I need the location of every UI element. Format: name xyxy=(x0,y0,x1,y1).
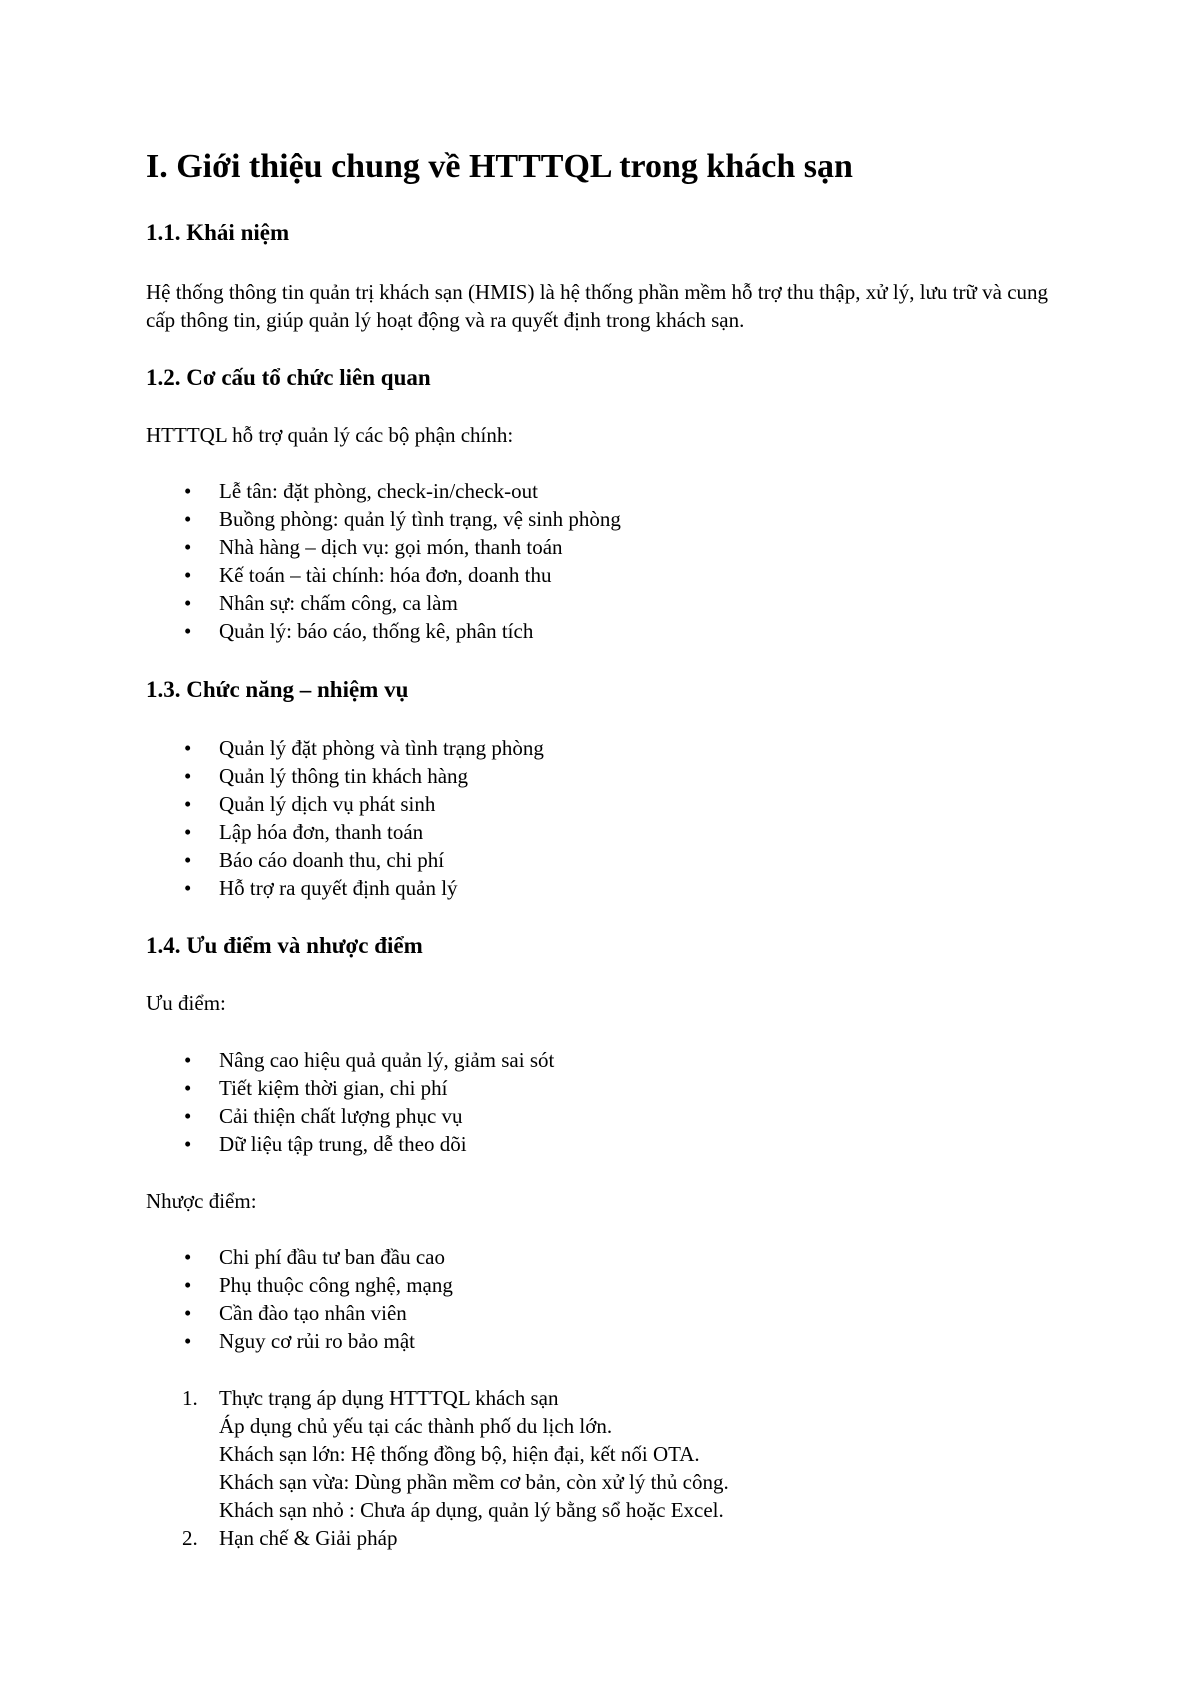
list-item: • Lễ tân: đặt phòng, check-in/check-out xyxy=(146,477,1046,505)
section-heading-1-4: 1.4. Ưu điểm và nhược điểm xyxy=(146,933,423,958)
item-line: Khách sạn nhỏ : Chưa áp dụng, quản lý bằng sổ hoặc Excel. xyxy=(219,1498,724,1522)
section-heading-1-1: 1.1. Khái niệm xyxy=(146,220,290,245)
bullet-list-1-2 xyxy=(146,477,1046,645)
bullet-list-1-3 xyxy=(146,734,1046,902)
list-item: • Tiết kiệm thời gian, chi phí xyxy=(146,1074,1046,1102)
list-item: • Cần đào tạo nhân viên xyxy=(146,1299,1046,1327)
pros-label: Ưu điểm: xyxy=(146,991,226,1015)
cons-label: Nhược điểm: xyxy=(146,1189,257,1213)
section-intro-1-2: HTTTQL hỗ trợ quản lý các bộ phận chính: xyxy=(146,423,514,447)
list-item: • Buồng phòng: quản lý tình trạng, vệ sinh phòng xyxy=(146,505,1046,533)
list-item: • Hỗ trợ ra quyết định quản lý xyxy=(146,874,1046,902)
item-line: Khách sạn lớn: Hệ thống đồng bộ, hiện đại, kết nối OTA. xyxy=(219,1442,700,1466)
list-item: • Dữ liệu tập trung, dễ theo dõi xyxy=(146,1130,1046,1158)
list-item: • Chi phí đầu tư ban đầu cao xyxy=(146,1243,1046,1271)
list-item: • Nhà hàng – dịch vụ: gọi món, thanh toán xyxy=(146,533,1046,561)
list-item: • Quản lý thông tin khách hàng xyxy=(146,762,1046,790)
bullet-list-cons xyxy=(146,1243,1046,1355)
page-title: I. Giới thiệu chung về HTTTQL trong khách sạn xyxy=(146,148,853,185)
item-line: Áp dụng chủ yếu tại các thành phố du lịch lớn. xyxy=(219,1414,613,1438)
item-line: Hạn chế & Giải pháp xyxy=(219,1526,398,1550)
section-heading-1-2: 1.2. Cơ cấu tổ chức liên quan xyxy=(146,365,431,390)
bullet-list-pros xyxy=(146,1046,1046,1158)
list-item: • Nhân sự: chấm công, ca làm xyxy=(146,589,1046,617)
section-heading-1-3: 1.3. Chức năng – nhiệm vụ xyxy=(146,677,409,702)
list-item: • Kế toán – tài chính: hóa đơn, doanh thu xyxy=(146,561,1046,589)
item-number: 1. xyxy=(182,1386,198,1410)
numbered-item-1 xyxy=(146,1384,1046,1524)
item-line: Khách sạn vừa: Dùng phần mềm cơ bản, còn xử lý thủ công. xyxy=(219,1470,729,1494)
list-item: • Nâng cao hiệu quả quản lý, giảm sai sót xyxy=(146,1046,1046,1074)
list-item: • Quản lý đặt phòng và tình trạng phòng xyxy=(146,734,1046,762)
item-line: Thực trạng áp dụng HTTTQL khách sạn xyxy=(219,1386,559,1410)
list-item: • Phụ thuộc công nghệ, mạng xyxy=(146,1271,1046,1299)
list-item: • Lập hóa đơn, thanh toán xyxy=(146,818,1046,846)
numbered-list xyxy=(146,1384,1046,1552)
item-number: 2. xyxy=(182,1526,198,1550)
list-item: • Cải thiện chất lượng phục vụ xyxy=(146,1102,1046,1130)
list-item: • Quản lý: báo cáo, thống kê, phân tích xyxy=(146,617,1046,645)
section-paragraph-1-1: Hệ thống thông tin quản trị khách sạn (HMIS) là hệ thống phần mềm hỗ trợ thu thập, xử lý, lưu trữ và cung cấp thông tin, giúp quản lý hoạt động và ra quyết định trong khách sạn. xyxy=(146,280,1049,332)
list-item: • Nguy cơ rủi ro bảo mật xyxy=(146,1327,1046,1355)
list-item: • Quản lý dịch vụ phát sinh xyxy=(146,790,1046,818)
numbered-item-2 xyxy=(146,1524,1046,1552)
list-item: • Báo cáo doanh thu, chi phí xyxy=(146,846,1046,874)
